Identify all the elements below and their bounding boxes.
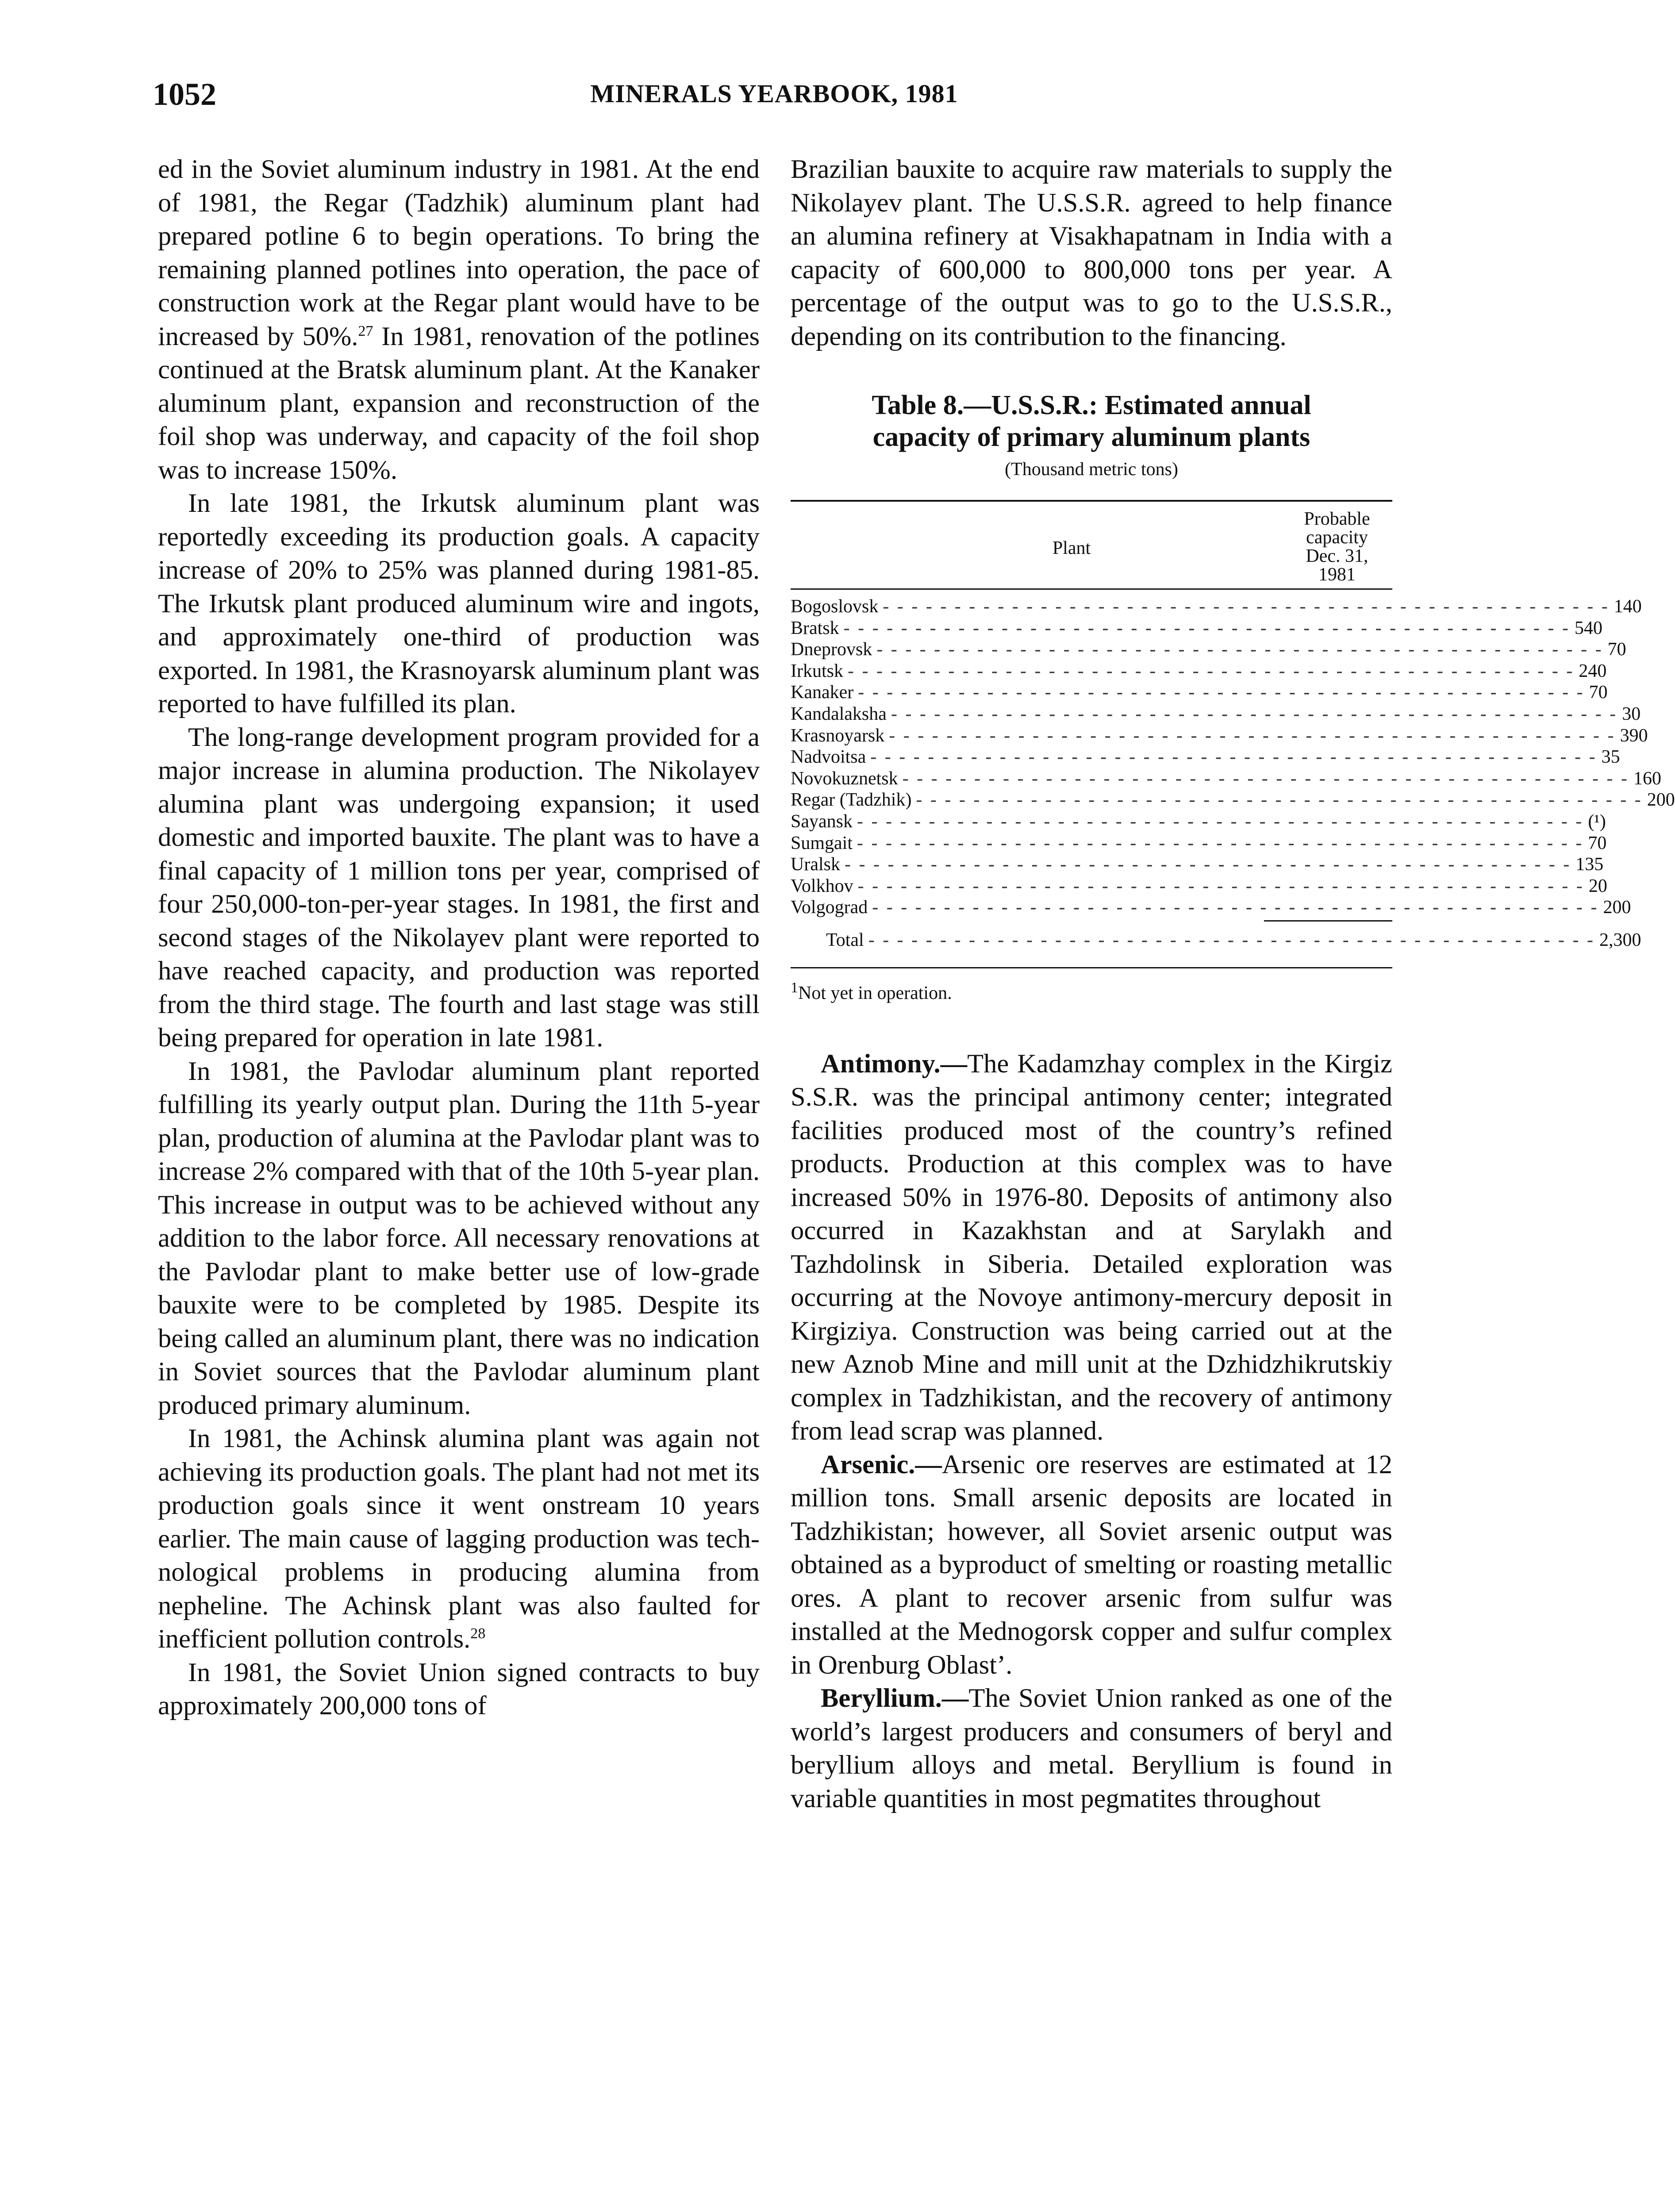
total-label: Total (826, 929, 864, 950)
plant-name: Bogoslovsk (791, 596, 879, 617)
paragraph: In 1981, the Pavlodar aluminum plant reported fulfilling its yearly output plan. During the 11th 5-year plan, production of alumina at the Pavlodar plant was to increase 2% compared with that of the 10th 5-year plan. This increase in output was to be achieved without any addition to the labor force. All necessary renovations at the Pavlodar plant to make better use of low-grade bauxite were to be completed by 1985. Despite its being called an aluminum plant, there was no indication in Soviet sources that the Pavlodar aluminum plant produced primary aluminum. (158, 1056, 760, 1420)
leader-dots: - - - - - - - - - - - - - - - - - - - - - - - - - - - - - - - - - - - - - - - - - - - - - - - - - - - (876, 639, 1603, 660)
text: In 1981, the Achinsk alumina plant was again not achieving its production goals. The plant had not met its production goals since it went onstream 10 years earlier. The main cause of lagging production was technological problems in producing alumina from nepheline. The Achinsk plant was also faulted for inefficient pollution controls. (158, 1424, 760, 1654)
table-body (791, 596, 1675, 951)
paragraph (791, 1682, 1392, 1815)
table-header-rule (791, 588, 1392, 590)
plant-name: Kanaker (791, 682, 854, 703)
capacity-value: 390 (1620, 725, 1648, 746)
table-bottom-rule (791, 967, 1392, 968)
table-8 (791, 389, 1675, 1006)
header-capacity-line: capacity (1306, 527, 1368, 548)
table-row (791, 833, 1607, 854)
table-row (791, 768, 1661, 790)
right-column (791, 153, 1675, 1815)
paragraph: Brazilian bauxite to acquire raw materials to supply the Nikolayev plant. The U.S.S.R. agreed to help finance an alumina refinery at Visakhapatnam in India with a capacity of 600,000 to 800,000 tons per year. A percentage of the output was to go to the U.S.S.R., depending on its contribution to the financing. (791, 154, 1392, 351)
plant-name: Regar (Tadzhik) (791, 790, 912, 810)
paragraph: The long-range development program provided for a major increase in alumina production. The Nikolayev alumina plant was undergoing expansion; it used domestic and imported bauxite. The plant was to have a final capacity of 1 million tons per year, comprised of four 250,000-ton-per-year stages. In 1981, the first and second stages of the Nikolayev plant were reported to have reached capacity, and production was reported from the third stage. The fourth and last stage was still being prepared for operation in late 1981. (158, 722, 760, 1052)
leader-dots: - - - - - - - - - - - - - - - - - - - - - - - - - - - - - - - - - - - - - - - - - - - - - - - - - - - (844, 854, 1571, 875)
text: Arsenic ore reserves are estimated at 12 million tons. Small arsenic deposits are located in Tadzhikistan; however, all Soviet arsenic output was obtained as a byproduct of smelting or roasting metallic ores. A plant to recover arsenic from sulfur was installed at the Mednogorsk copper and sulfur complex in Orenburg Oblast’. (791, 1449, 1392, 1680)
plant-name: Novokuznetsk (791, 768, 898, 789)
leader-dots: - - - - - - - - - - - - - - - - - - - - - - - - - - - - - - - - - - - - - - - - - - - - - - - - - - - (843, 618, 1570, 638)
capacity-value: 35 (1601, 747, 1620, 768)
table-row (791, 876, 1607, 897)
capacity-value: 140 (1614, 596, 1642, 617)
paragraph: In late 1981, the Irkutsk aluminum plant was reportedly exceeding its production goals. A capacity increase of 20% to 25% was planned during 1981-85. The Irkutsk plant produced aluminum wire and ingots, and approximately one-third of production was exported. In 1981, the Krasnoyarsk aluminum plant was reported to have fulfilled its plan. (158, 488, 760, 718)
leader-dots: - - - - - - - - - - - - - - - - - - - - - - - - - - - - - - - - - - - - - - - - - - - - - - - - - - - (883, 596, 1610, 617)
plant-name: Irkutsk (791, 661, 843, 681)
paragraph (791, 1047, 1392, 1448)
plant-name: Sumgait (791, 833, 853, 853)
capacity-value: 30 (1622, 703, 1641, 724)
text: The Soviet Union ranked as one of the world’s largest producers and consumers of beryl and beryllium alloys and metal. Beryllium is found in variable quantities in most pegmatites throughout (791, 1683, 1392, 1813)
total-rule (1264, 920, 1392, 922)
table-top-rule (791, 500, 1392, 502)
plant-name: Bratsk (791, 618, 839, 638)
total-value: 2,300 (1599, 929, 1641, 950)
table-row (791, 618, 1602, 639)
header-capacity (1282, 508, 1392, 588)
capacity-value: 540 (1574, 618, 1602, 638)
paragraph (791, 1448, 1392, 1682)
leader-dots: - - - - - - - - - - - - - - - - - - - - - - - - - - - - - - - - - - - - - - - - - - - - - - - - - - - (857, 811, 1584, 832)
capacity-value: 20 (1588, 876, 1607, 896)
leader-dots: - - - - - - - - - - - - - - - - - - - - - - - - - - - - - - - - - - - - - - - - - - - - - - - - - - - (870, 747, 1597, 768)
plant-name: Uralsk (791, 854, 840, 875)
text: ed in the Soviet aluminum industry in 1981. At the end of 1981, the Regar (Tadzhik) aluminum plant had prepared potline 6 to begin operations. To bring the remaining planned potlines into operation, the pace of construction work at the Regar plant would have to be increased by 50%. (158, 154, 760, 351)
capacity-value: 70 (1607, 639, 1626, 660)
plant-name: Nadvoitsa (791, 747, 866, 768)
section-heading: Arsenic.— (821, 1449, 942, 1479)
table-title-line: Table 8.—U.S.S.R.: Estimated annual (872, 390, 1311, 420)
header-capacity-line: 1981 (1318, 565, 1356, 585)
header-plant: Plant (1052, 538, 1091, 558)
table-row (791, 746, 1620, 768)
table-row (791, 703, 1641, 725)
plant-name: Krasnoyarsk (791, 725, 885, 746)
running-title: MINERALS YEARBOOK, 1981 (590, 79, 958, 108)
paragraph (158, 153, 760, 487)
capacity-value: 70 (1588, 833, 1607, 853)
table-row (791, 789, 1675, 811)
table-title-line: capacity of primary aluminum plants (872, 422, 1310, 452)
paragraph (158, 1422, 760, 1656)
table-footnote (791, 981, 1392, 1006)
plant-name: Sayansk (791, 811, 853, 832)
leader-dots: - - - - - - - - - - - - - - - - - - - - - - - - - - - - - - - - - - - - - - - - - - - - - - - - - - - (916, 790, 1643, 810)
text: The Kadamzhay complex in the Kirgiz S.S.R. was the principal antimony center; integrated facilities produced most of the country’s refined products. Production at this complex was to have increased 50% in 1976-80. Deposits of antimony also occurred in Kazakhstan and at Sarylakh and Tazhdolinsk in Siberia. Detailed exploration was occurring at the Novoye antimony-mercury deposit in Kirgiziya. Construction was being carried out at the new Aznob Mine and mill unit at the Dzhidzhikrutskiy complex in Tadzhikistan, and the recovery of antimony from lead scrap was planned. (791, 1048, 1392, 1446)
leader-dots: - - - - - - - - - - - - - - - - - - - - - - - - - - - - - - - - - - - - - - - - - - - - - - - - - - - (902, 768, 1629, 789)
footnote-text: Not yet in operation. (798, 983, 952, 1003)
leader-dots: - - - - - - - - - - - - - - - - - - - - - - - - - - - - - - - - - - - - - - - - - - - - - - - - - - - (868, 929, 1595, 950)
page-number: 1052 (153, 77, 216, 112)
text: In 1981, renovation of the potlines continued at the Bratsk aluminum plant. At the Kanaker aluminum plant, expansion and reconstruction of the foil shop was underway, and capacity of the foil shop was to increase 150%. (158, 321, 760, 485)
table-row (791, 725, 1648, 747)
table-row (791, 596, 1642, 618)
leader-dots: - - - - - - - - - - - - - - - - - - - - - - - - - - - - - - - - - - - - - - - - - - - - - - - - - - - (889, 725, 1616, 746)
table-row (791, 639, 1626, 661)
table-header-row (791, 508, 1392, 588)
leader-dots: - - - - - - - - - - - - - - - - - - - - - - - - - - - - - - - - - - - - - - - - - - - - - - - - - - - (857, 833, 1584, 853)
footnote-ref: 28 (470, 1625, 486, 1642)
section-heading: Beryllium.— (821, 1683, 969, 1713)
capacity-value: 200 (1603, 897, 1631, 918)
header-capacity-line: Dec. 31, (1306, 546, 1368, 566)
leader-dots: - - - - - - - - - - - - - - - - - - - - - - - - - - - - - - - - - - - - - - - - - - - - - - - - - - - (848, 661, 1575, 681)
table-row (791, 897, 1631, 918)
table-row (791, 661, 1607, 682)
capacity-value: 70 (1589, 682, 1608, 703)
table-row (791, 682, 1608, 703)
plant-name: Kandalaksha (791, 703, 887, 724)
footnote-mark: 1 (791, 979, 798, 996)
table-row (791, 811, 1606, 833)
capacity-value: 200 (1647, 790, 1675, 810)
header-capacity-line: Probable (1304, 509, 1370, 529)
section-heading: Antimony.— (821, 1048, 968, 1079)
leader-dots: - - - - - - - - - - - - - - - - - - - - - - - - - - - - - - - - - - - - - - - - - - - - - - - - - - - (857, 876, 1584, 896)
leader-dots: - - - - - - - - - - - - - - - - - - - - - - - - - - - - - - - - - - - - - - - - - - - - - - - - - - - (891, 703, 1618, 724)
footnote-ref: 27 (358, 323, 373, 339)
capacity-value: 135 (1575, 854, 1604, 875)
table-row (791, 854, 1604, 876)
capacity-value: (¹) (1588, 811, 1606, 832)
table-title (791, 389, 1392, 453)
left-column (158, 153, 760, 1723)
plant-name: Volkhov (791, 876, 853, 896)
plant-name: Volgograd (791, 897, 868, 918)
table-units: (Thousand metric tons) (1005, 459, 1178, 480)
table-total-row (791, 929, 1641, 951)
capacity-value: 160 (1633, 768, 1661, 789)
plant-name: Dneprovsk (791, 639, 872, 660)
paragraph: In 1981, the Soviet Union signed contracts to buy approximately 200,000 tons of (158, 1657, 760, 1720)
capacity-value: 240 (1579, 661, 1607, 681)
leader-dots: - - - - - - - - - - - - - - - - - - - - - - - - - - - - - - - - - - - - - - - - - - - - - - - - - - - (872, 897, 1599, 918)
leader-dots: - - - - - - - - - - - - - - - - - - - - - - - - - - - - - - - - - - - - - - - - - - - - - - - - - - - (858, 682, 1585, 703)
